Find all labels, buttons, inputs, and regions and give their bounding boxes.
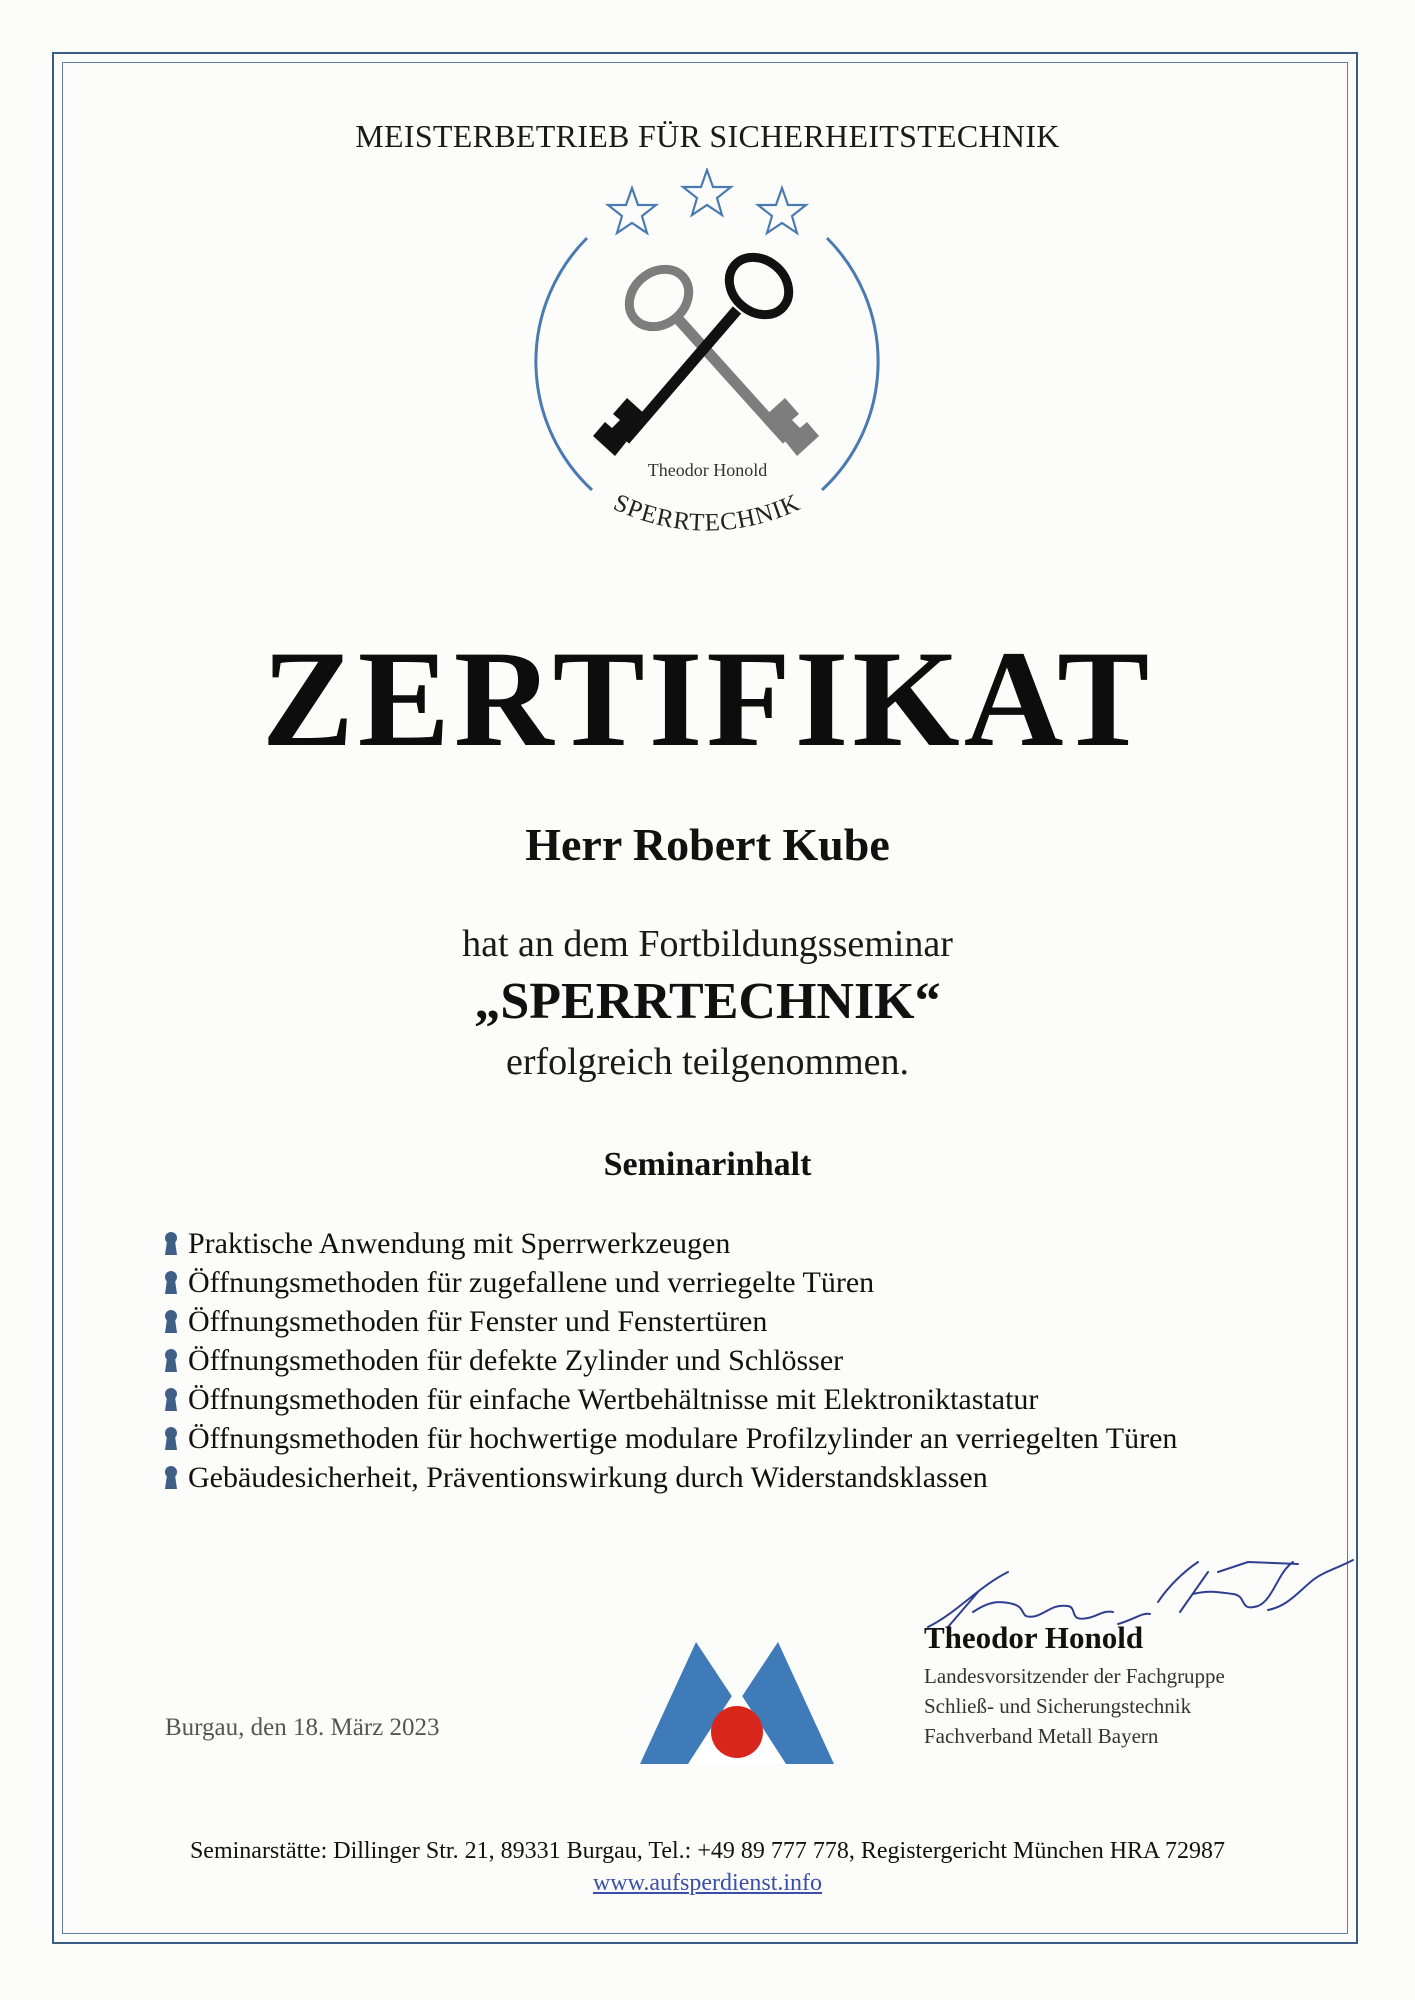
signer-role-line: Landesvorsitzender der Fachgruppe bbox=[924, 1664, 1225, 1688]
seminar-content-heading: Seminarinhalt bbox=[603, 1146, 812, 1183]
keyhole-icon bbox=[162, 1270, 180, 1296]
footer-address: Seminarstätte: Dillinger Str. 21, 89331 Burgau, Tel.: +49 89 777 778, Registergericht München HRA 72987 bbox=[189, 1838, 1226, 1864]
list-item bbox=[162, 1380, 1312, 1419]
list-item bbox=[162, 1224, 1312, 1263]
svg-text:SPERRTECHNIK bbox=[610, 489, 805, 537]
seminar-content-list bbox=[162, 1224, 1312, 1497]
signer-role-line: Fachverband Metall Bayern bbox=[924, 1724, 1159, 1748]
keyhole-icon bbox=[162, 1387, 180, 1413]
website-link[interactable]: www.aufsperdienst.info bbox=[592, 1870, 823, 1896]
emblem-ring-left bbox=[536, 238, 592, 490]
list-item-label: Praktische Anwendung mit Sperrwerkzeugen bbox=[188, 1226, 731, 1260]
certificate-title: ZERTIFIKAT bbox=[261, 622, 1154, 775]
list-item bbox=[162, 1263, 1312, 1302]
keyhole-icon bbox=[162, 1231, 180, 1257]
star-icon bbox=[683, 170, 731, 215]
list-item-label: Öffnungsmethoden für defekte Zylinder und Schlösser bbox=[188, 1343, 844, 1377]
list-item-label: Öffnungsmethoden für hochwertige modulare Profilzylinder an verriegelten Türen bbox=[188, 1421, 1178, 1455]
course-name: „SPERRTECHNIK“ bbox=[474, 973, 941, 1030]
emblem-ring-right bbox=[822, 238, 878, 490]
list-item-label: Öffnungsmethoden für zugefallene und verriegelte Türen bbox=[188, 1265, 875, 1299]
sperrtechnik-emblem bbox=[507, 168, 907, 568]
list-item bbox=[162, 1341, 1312, 1380]
company-header: MEISTERBETRIEB FÜR SICHERHEITSTECHNIK bbox=[355, 118, 1060, 154]
fachverband-metall-logo bbox=[640, 1632, 834, 1764]
list-item bbox=[162, 1458, 1312, 1497]
star-icon bbox=[608, 188, 656, 233]
recipient-name: Herr Robert Kube bbox=[525, 819, 890, 870]
intro-line: hat an dem Fortbildungsseminar bbox=[462, 923, 953, 965]
keyhole-icon bbox=[162, 1465, 180, 1491]
list-item-label: Gebäudesicherheit, Präventionswirkung durch Widerstandsklassen bbox=[188, 1460, 988, 1494]
completion-line: erfolgreich teilgenommen. bbox=[505, 1041, 910, 1083]
emblem-name: Theodor Honold bbox=[647, 460, 768, 480]
list-item bbox=[162, 1419, 1312, 1458]
signer-name: Theodor Honold bbox=[924, 1620, 1144, 1655]
keyhole-icon bbox=[162, 1309, 180, 1335]
signer-role-line: Schließ- und Sicherungstechnik bbox=[924, 1694, 1192, 1718]
keyhole-icon bbox=[162, 1426, 180, 1452]
list-item-label: Öffnungsmethoden für Fenster und Fenstertüren bbox=[188, 1304, 768, 1338]
star-icon bbox=[758, 188, 806, 233]
keyhole-icon bbox=[162, 1348, 180, 1374]
list-item-label: Öffnungsmethoden für einfache Wertbehältnisse mit Elektroniktastatur bbox=[188, 1382, 1039, 1416]
list-item bbox=[162, 1302, 1312, 1341]
emblem-arc-text: SPERRTECHNIK bbox=[609, 489, 805, 537]
place-date: Burgau, den 18. März 2023 bbox=[165, 1714, 440, 1741]
